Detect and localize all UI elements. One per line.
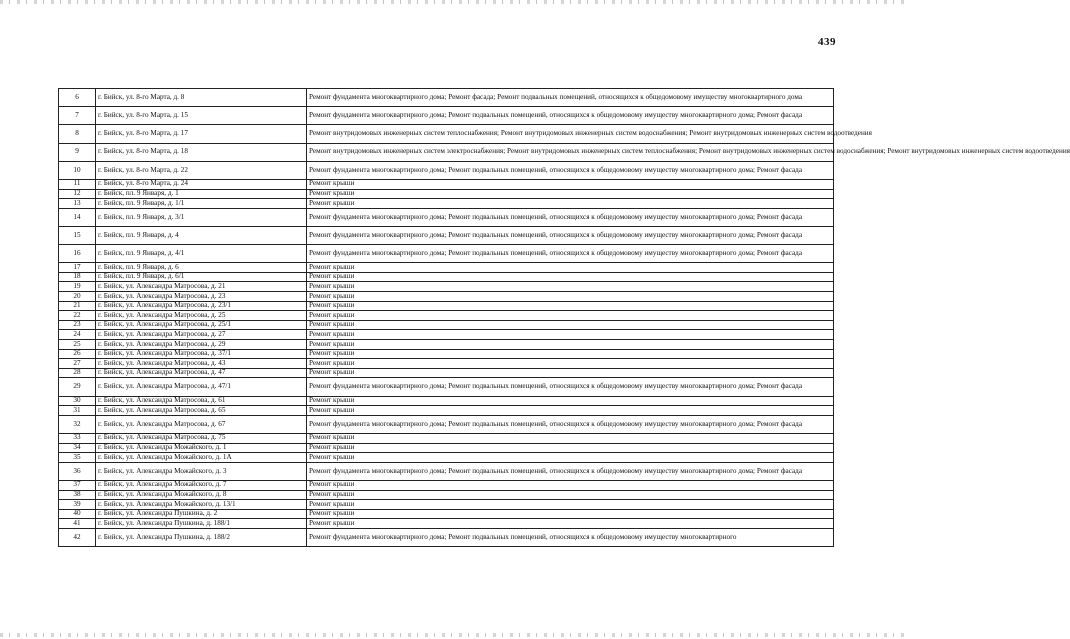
table-row xyxy=(59,340,834,350)
row-address: г. Бийск, пл. 9 Января, д. 3/1 xyxy=(96,208,307,226)
row-works: Ремонт крыши xyxy=(307,480,834,490)
table-row xyxy=(59,282,834,292)
row-works: Ремонт крыши xyxy=(307,396,834,406)
row-address: г. Бийск, ул. Александра Матросова, д. 67 xyxy=(96,415,307,433)
row-number: 27 xyxy=(59,359,96,369)
row-number: 7 xyxy=(59,107,96,125)
row-address: г. Бийск, ул. Александра Можайского, д. 3 xyxy=(96,462,307,480)
row-works: Ремонт крыши xyxy=(307,282,834,292)
row-works: Ремонт фундамента многоквартирного дома; Ремонт подвальных помещений, относящихся к общедомовому имуществу многоквартирного дома; Ремонт фасада xyxy=(307,161,834,179)
row-address: г. Бийск, ул. Александра Матросова, д. 65 xyxy=(96,406,307,416)
row-number: 41 xyxy=(59,519,96,529)
table-row xyxy=(59,453,834,463)
row-address: г. Бийск, ул. Александра Можайского, д. 1 xyxy=(96,443,307,453)
row-works: Ремонт крыши xyxy=(307,263,834,273)
row-address: г. Бийск, ул. Александра Матросова, д. 37/1 xyxy=(96,349,307,359)
table-row xyxy=(59,378,834,396)
table-row xyxy=(59,301,834,311)
table-row xyxy=(59,415,834,433)
row-works: Ремонт фундамента многоквартирного дома; Ремонт подвальных помещений, относящихся к общедомовому имуществу многоквартирного дома; Ремонт фасада xyxy=(307,208,834,226)
row-address: г. Бийск, ул. Александра Пушкина, д. 2 xyxy=(96,509,307,519)
row-works: Ремонт фундамента многоквартирного дома; Ремонт подвальных помещений, относящихся к общедомовому имуществу многоквартирного дома; Ремонт фасада xyxy=(307,415,834,433)
row-address: г. Бийск, пл. 9 Января, д. 4/1 xyxy=(96,245,307,263)
row-works: Ремонт крыши xyxy=(307,199,834,209)
table-row xyxy=(59,500,834,510)
row-number: 26 xyxy=(59,349,96,359)
row-address: г. Бийск, ул. Александра Можайского, д. 7 xyxy=(96,480,307,490)
table-row xyxy=(59,199,834,209)
row-address: г. Бийск, ул. 8-го Марта, д. 8 xyxy=(96,89,307,107)
row-number: 39 xyxy=(59,500,96,510)
table-row xyxy=(59,443,834,453)
row-address: г. Бийск, ул. Александра Матросова, д. 75 xyxy=(96,433,307,443)
row-works: Ремонт крыши xyxy=(307,500,834,510)
row-address: г. Бийск, ул. Александра Пушкина, д. 188/2 xyxy=(96,528,307,546)
row-number: 28 xyxy=(59,368,96,378)
row-number: 16 xyxy=(59,245,96,263)
row-works: Ремонт крыши xyxy=(307,368,834,378)
table-row xyxy=(59,396,834,406)
row-number: 23 xyxy=(59,320,96,330)
row-works: Ремонт крыши xyxy=(307,490,834,500)
row-number: 8 xyxy=(59,125,96,143)
row-works: Ремонт крыши xyxy=(307,301,834,311)
row-works: Ремонт фундамента многоквартирного дома; Ремонт подвальных помещений, относящихся к общедомовому имуществу многоквартирного дома; Ремонт фасада xyxy=(307,378,834,396)
row-address: г. Бийск, ул. Александра Матросова, д. 47 xyxy=(96,368,307,378)
table-row xyxy=(59,107,834,125)
row-number: 10 xyxy=(59,161,96,179)
table-row xyxy=(59,263,834,273)
row-number: 30 xyxy=(59,396,96,406)
row-number: 9 xyxy=(59,143,96,161)
row-works: Ремонт крыши xyxy=(307,320,834,330)
table-row xyxy=(59,226,834,244)
row-address: г. Бийск, ул. 8-го Марта, д. 15 xyxy=(96,107,307,125)
table-row xyxy=(59,143,834,161)
row-address: г. Бийск, ул. Александра Матросова, д. 23 xyxy=(96,292,307,302)
table-row xyxy=(59,179,834,189)
row-address: г. Бийск, ул. Александра Матросова, д. 21 xyxy=(96,282,307,292)
row-number: 34 xyxy=(59,443,96,453)
row-number: 11 xyxy=(59,179,96,189)
row-works: Ремонт фундамента многоквартирного дома; Ремонт подвальных помещений, относящихся к общедомовому имуществу многоквартирного xyxy=(307,528,834,546)
row-address: г. Бийск, ул. Александра Матросова, д. 47/1 xyxy=(96,378,307,396)
row-address: г. Бийск, ул. 8-го Марта, д. 18 xyxy=(96,143,307,161)
row-address: г. Бийск, пл. 9 Января, д. 4 xyxy=(96,226,307,244)
row-works: Ремонт фундамента многоквартирного дома; Ремонт подвальных помещений, относящихся к общедомовому имуществу многоквартирного дома; Ремонт фасада xyxy=(307,226,834,244)
row-address: г. Бийск, пл. 9 Января, д. 1 xyxy=(96,189,307,199)
row-works: Ремонт внутридомовых инженерных систем теплоснабжения; Ремонт внутридомовых инженерных систем водоснабжения; Ремонт внутридомовых инженерных систем водоотведения xyxy=(307,125,834,143)
row-address: г. Бийск, ул. 8-го Марта, д. 17 xyxy=(96,125,307,143)
row-works: Ремонт крыши xyxy=(307,311,834,321)
row-address: г. Бийск, пл. 9 Января, д. 1/1 xyxy=(96,199,307,209)
row-works: Ремонт крыши xyxy=(307,519,834,529)
table-row xyxy=(59,433,834,443)
repair-schedule-table xyxy=(58,88,1070,547)
row-address: г. Бийск, ул. Александра Матросова, д. 25/1 xyxy=(96,320,307,330)
row-number: 33 xyxy=(59,433,96,443)
row-address: г. Бийск, ул. Александра Можайского, д. 1А xyxy=(96,453,307,463)
row-address: г. Бийск, ул. Александра Можайского, д. 13/1 xyxy=(96,500,307,510)
row-number: 24 xyxy=(59,330,96,340)
row-address: г. Бийск, ул. 8-го Марта, д. 24 xyxy=(96,179,307,189)
table-row xyxy=(59,208,834,226)
table-row xyxy=(59,292,834,302)
row-number: 14 xyxy=(59,208,96,226)
row-number: 13 xyxy=(59,199,96,209)
row-works: Ремонт фундамента многоквартирного дома; Ремонт подвальных помещений, относящихся к общедомовому имуществу многоквартирного дома; Ремонт фасада xyxy=(307,107,834,125)
row-number: 29 xyxy=(59,378,96,396)
row-number: 25 xyxy=(59,340,96,350)
row-address: г. Бийск, ул. Александра Матросова, д. 23/1 xyxy=(96,301,307,311)
table-row xyxy=(59,359,834,369)
table-row xyxy=(59,406,834,416)
row-works: Ремонт крыши xyxy=(307,330,834,340)
table-row xyxy=(59,368,834,378)
row-number: 38 xyxy=(59,490,96,500)
row-works: Ремонт фундамента многоквартирного дома; Ремонт подвальных помещений, относящихся к общедомовому имуществу многоквартирного дома; Ремонт фасада xyxy=(307,462,834,480)
row-number: 17 xyxy=(59,263,96,273)
table-row xyxy=(59,349,834,359)
row-address: г. Бийск, пл. 9 Января, д. 6/1 xyxy=(96,272,307,282)
row-number: 15 xyxy=(59,226,96,244)
row-works: Ремонт фундамента многоквартирного дома; Ремонт фасада; Ремонт подвальных помещений, относящихся к общедомовому имуществу многоквартирного дома xyxy=(307,89,834,107)
row-address: г. Бийск, ул. 8-го Марта, д. 22 xyxy=(96,161,307,179)
row-number: 19 xyxy=(59,282,96,292)
row-address: г. Бийск, ул. Александра Можайского, д. 8 xyxy=(96,490,307,500)
row-number: 6 xyxy=(59,89,96,107)
table-row xyxy=(59,125,834,143)
table-row xyxy=(59,161,834,179)
scan-artifact-top xyxy=(0,0,905,4)
row-works: Ремонт крыши xyxy=(307,340,834,350)
row-address: г. Бийск, пл. 9 Января, д. 6 xyxy=(96,263,307,273)
row-number: 42 xyxy=(59,528,96,546)
row-address: г. Бийск, ул. Александра Матросова, д. 43 xyxy=(96,359,307,369)
row-works: Ремонт крыши xyxy=(307,443,834,453)
table-row xyxy=(59,528,834,546)
row-number: 31 xyxy=(59,406,96,416)
row-works: Ремонт крыши xyxy=(307,453,834,463)
row-works: Ремонт крыши xyxy=(307,189,834,199)
row-works: Ремонт крыши xyxy=(307,349,834,359)
row-number: 22 xyxy=(59,311,96,321)
row-number: 20 xyxy=(59,292,96,302)
row-number: 32 xyxy=(59,415,96,433)
row-address: г. Бийск, ул. Александра Матросова, д. 29 xyxy=(96,340,307,350)
row-works: Ремонт крыши xyxy=(307,433,834,443)
row-number: 36 xyxy=(59,462,96,480)
row-works: Ремонт крыши xyxy=(307,509,834,519)
row-number: 40 xyxy=(59,509,96,519)
row-works: Ремонт фундамента многоквартирного дома; Ремонт подвальных помещений, относящихся к общедомовому имуществу многоквартирного дома; Ремонт фасада xyxy=(307,245,834,263)
row-works: Ремонт крыши xyxy=(307,292,834,302)
table-row xyxy=(59,272,834,282)
table-body xyxy=(59,89,1070,547)
row-works: Ремонт крыши xyxy=(307,359,834,369)
row-works: Ремонт внутридомовых инженерных систем электроснабжения; Ремонт внутридомовых инженерных систем теплоснабжения; Ремонт внутридомовых инженерных систем водоснабжения; Ремонт внутридомовых инженерных систем водоотведения xyxy=(307,143,834,161)
row-address: г. Бийск, ул. Александра Матросова, д. 61 xyxy=(96,396,307,406)
row-works: Ремонт крыши xyxy=(307,179,834,189)
row-address: г. Бийск, ул. Александра Матросова, д. 27 xyxy=(96,330,307,340)
table-row xyxy=(59,89,834,107)
row-address: г. Бийск, ул. Александра Матросова, д. 25 xyxy=(96,311,307,321)
table-row xyxy=(59,320,834,330)
table-row xyxy=(59,311,834,321)
scan-artifact-bottom xyxy=(0,633,905,637)
page-number: 439 xyxy=(818,36,836,48)
table-row xyxy=(59,519,834,529)
row-number: 21 xyxy=(59,301,96,311)
row-works: Ремонт крыши xyxy=(307,406,834,416)
row-number: 12 xyxy=(59,189,96,199)
row-number: 35 xyxy=(59,453,96,463)
row-number: 37 xyxy=(59,480,96,490)
table-row xyxy=(59,480,834,490)
row-address: г. Бийск, ул. Александра Пушкина, д. 188/1 xyxy=(96,519,307,529)
table-row xyxy=(59,189,834,199)
table-row xyxy=(59,509,834,519)
table-row xyxy=(59,330,834,340)
table-row xyxy=(59,490,834,500)
row-number: 18 xyxy=(59,272,96,282)
table-row xyxy=(59,462,834,480)
table-row xyxy=(59,245,834,263)
row-works: Ремонт крыши xyxy=(307,272,834,282)
